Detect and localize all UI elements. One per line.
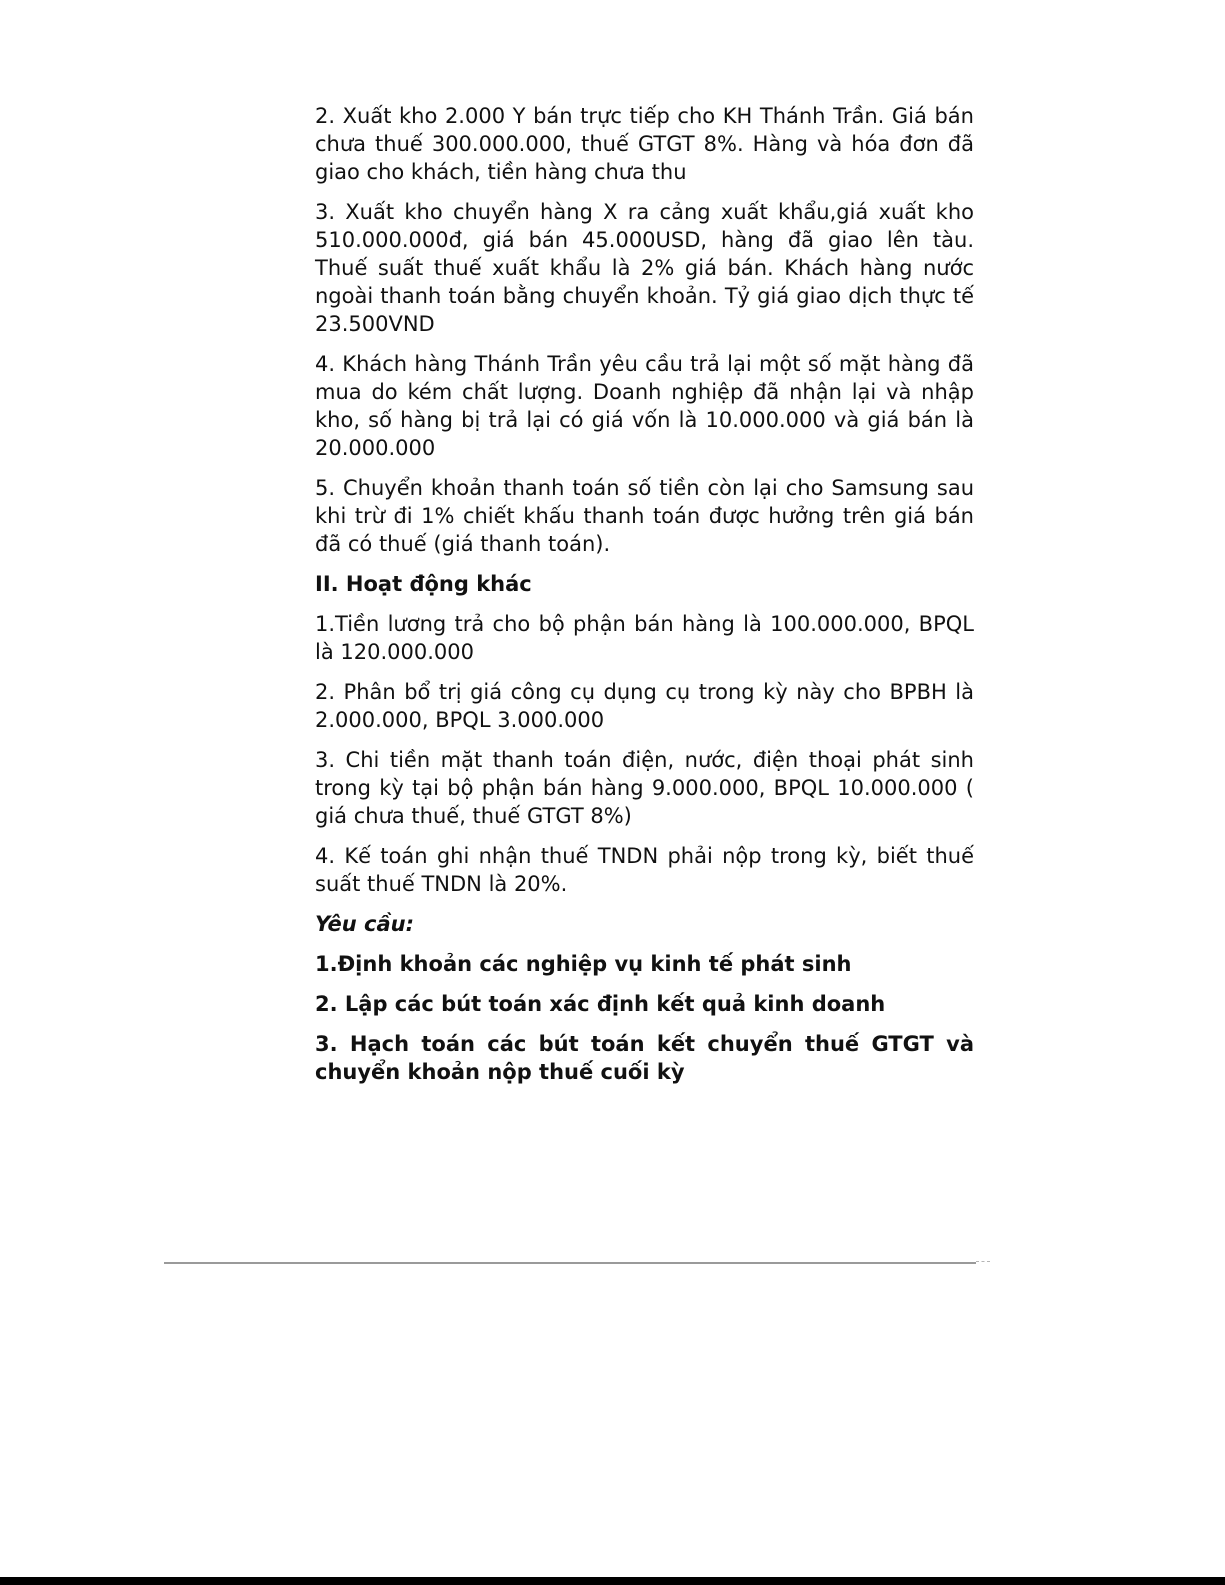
requirement-3: 3. Hạch toán các bút toán kết chuyển thuế GTGT và chuyển khoản nộp thuế cuối kỳ — [315, 1032, 974, 1084]
requirements-title: Yêu cầu: — [315, 912, 414, 936]
requirement-2: 2. Lập các bút toán xác định kết quả kinh doanh — [315, 992, 886, 1016]
footer-divider — [164, 1262, 976, 1264]
other-activity-4: 4. Kế toán ghi nhận thuế TNDN phải nộp trong kỳ, biết thuế suất thuế TNDN là 20%. — [315, 844, 974, 896]
page-bottom-edge — [0, 1577, 1225, 1585]
footer-divider-tail — [976, 1261, 990, 1262]
other-activity-2: 2. Phân bổ trị giá công cụ dụng cụ trong kỳ này cho BPBH là 2.000.000, BPQL 3.000.000 — [315, 680, 974, 732]
section-heading-other-activities: II. Hoạt động khác — [315, 572, 532, 596]
transaction-3: 3. Xuất kho chuyển hàng X ra cảng xuất khẩu,giá xuất kho 510.000.000đ, giá bán 45.000USD, hàng đã giao lên tàu. Thuế suất thuế xuất khẩu là 2% giá bán. Khách hàng nước ngoài thanh toán bằng chuyển khoản. Tỷ giá giao dịch thực tế 23.500VND — [315, 200, 974, 336]
document-body — [315, 102, 974, 1098]
other-activity-1: 1.Tiền lương trả cho bộ phận bán hàng là 100.000.000, BPQL là 120.000.000 — [315, 612, 974, 664]
transaction-5: 5. Chuyển khoản thanh toán số tiền còn lại cho Samsung sau khi trừ đi 1% chiết khấu thanh toán được hưởng trên giá bán đã có thuế (giá thanh toán). — [315, 476, 974, 556]
transaction-2: 2. Xuất kho 2.000 Y bán trực tiếp cho KH Thánh Trần. Giá bán chưa thuế 300.000.000, thuế GTGT 8%. Hàng và hóa đơn đã giao cho khách, tiền hàng chưa thu — [315, 104, 974, 184]
requirement-1: 1.Định khoản các nghiệp vụ kinh tế phát sinh — [315, 952, 852, 976]
transaction-4: 4. Khách hàng Thánh Trần yêu cầu trả lại một số mặt hàng đã mua do kém chất lượng. Doanh nghiệp đã nhận lại và nhập kho, số hàng bị trả lại có giá vốn là 10.000.000 và giá bán là 20.000.000 — [315, 352, 974, 460]
other-activity-3: 3. Chi tiền mặt thanh toán điện, nước, điện thoại phát sinh trong kỳ tại bộ phận bán hàng 9.000.000, BPQL 10.000.000 ( giá chưa thuế, thuế GTGT 8%) — [315, 748, 974, 828]
